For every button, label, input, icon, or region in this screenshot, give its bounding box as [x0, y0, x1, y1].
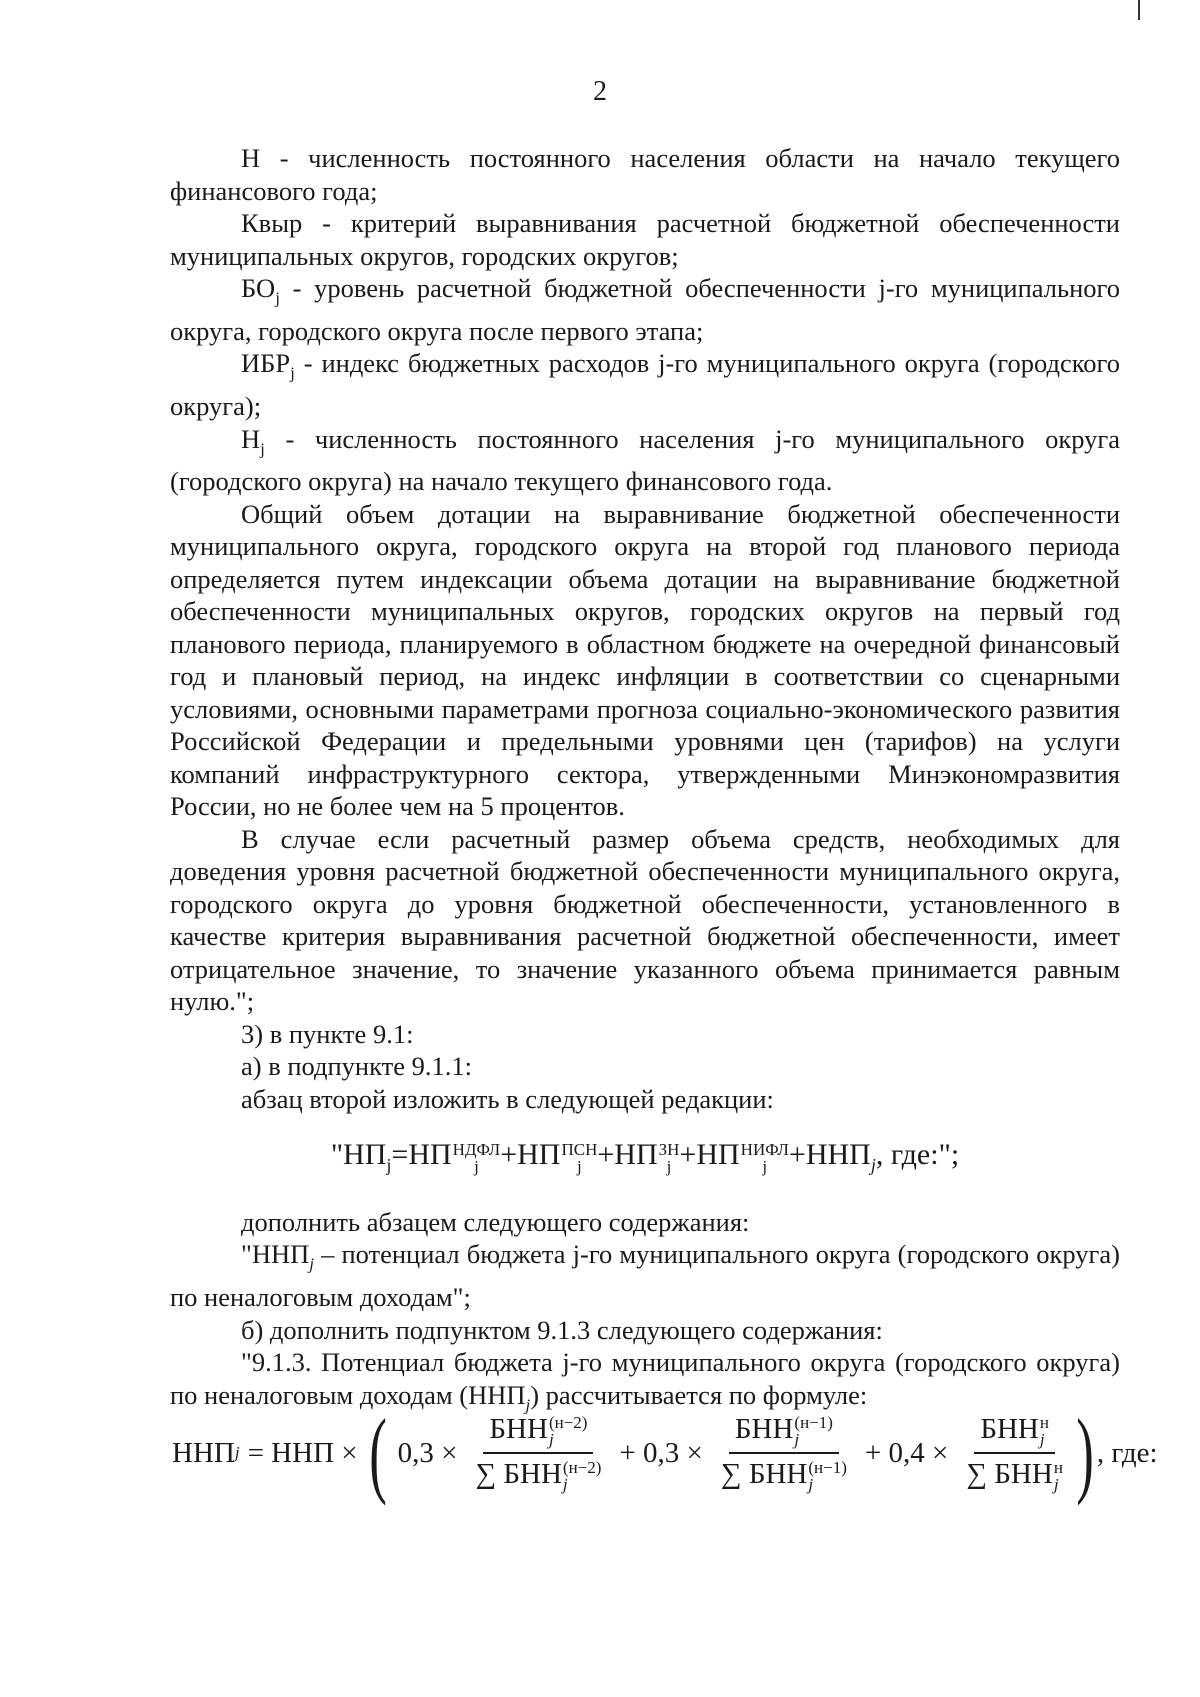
subscript-j: j: [290, 363, 295, 383]
sum-term: ∑ БНН: [720, 1458, 808, 1490]
coef-3: + 0,4 ×: [864, 1436, 949, 1469]
subscript-j: j: [808, 1475, 814, 1495]
fraction-3-den: [960, 1454, 1069, 1493]
formula-nnp-tail: , где:: [1096, 1436, 1158, 1469]
coef-1: 0,3 ×: [397, 1436, 458, 1469]
formula-np-term: =НП: [391, 1138, 452, 1172]
paragraph-population: Н - численность постоянного населения области на начало текущего финансового года;: [170, 143, 1120, 206]
fraction-3-num: [974, 1413, 1055, 1454]
index-pair: [1054, 1459, 1063, 1493]
index-pair: [741, 1141, 789, 1175]
coef-2: + 0,3 ×: [619, 1436, 703, 1469]
paragraph-bo: [170, 272, 1120, 347]
paragraph-nnp-text: – потенциал бюджета j-го муниципального округа (городского округа) по неналоговым доходам";: [170, 1239, 1120, 1313]
superscript-psn: ПСН: [561, 1139, 598, 1159]
paragraph-hj-text: - численность постоянного населения j-го муниципального округа (городского округа) на начало текущего финансового года.: [170, 423, 1120, 497]
paragraph-negative-case: В случае если расчетный размер объема средств, необходимых для доведения уровня расчетной бюджетной обеспеченности муниципального округа, городского округа до уровня бюджетной обеспеченности, установленного в качестве критерия выравнивания расчетной бюджетной обеспеченности, имеет отрицательное значение, то значение указанного объема принимается равным нулю.";: [170, 823, 1120, 1017]
italic-j: j: [525, 1394, 531, 1414]
formula-np: [170, 1139, 1120, 1182]
paragraph-bo-text: - уровень расчетной бюджетной обеспеченности j-го муниципального округа, городского округа после первого этапа;: [170, 273, 1120, 346]
item-paragraph-second: абзац второй изложить в следующей редакции:: [241, 1083, 774, 1114]
superscript: (н−2): [548, 1413, 588, 1432]
item-b: б) дополнить подпунктом 9.1.3 следующего содержания:: [241, 1314, 883, 1345]
fraction-2-num: [729, 1413, 839, 1454]
italic-j: j: [234, 1443, 240, 1462]
right-paren: ): [1076, 1399, 1094, 1506]
superscript: н: [1039, 1413, 1049, 1432]
superscript: н: [1053, 1458, 1063, 1478]
index-pair: [808, 1459, 847, 1493]
index-pair: [1040, 1414, 1049, 1448]
subscript-j: j: [386, 1155, 392, 1176]
fraction-2-den: [715, 1454, 853, 1493]
superscript: (н−1): [794, 1413, 833, 1432]
superscript-ndfl: НДФЛ: [452, 1139, 501, 1159]
index-pair: [659, 1141, 680, 1175]
index-pair: [549, 1414, 588, 1448]
paragraph-ibr: [170, 347, 1120, 422]
bnn-term: БНН: [734, 1412, 794, 1445]
formula-np-term: +ННП: [788, 1138, 871, 1172]
fraction-3: [960, 1413, 1069, 1494]
fraction-1-den: [469, 1454, 607, 1493]
italic-j: j: [870, 1155, 876, 1176]
fraction-1: [469, 1413, 607, 1494]
superscript: (н−2): [562, 1458, 602, 1478]
formula-nnp-eq: = ННП ×: [247, 1436, 358, 1469]
paragraph-hj: [170, 423, 1120, 498]
subscript-j: j: [762, 1156, 768, 1176]
fraction-2: [715, 1413, 853, 1494]
symbol-bo: БО: [241, 273, 276, 303]
paragraph-913-text: "9.1.3. Потенциал бюджета j-го муниципального округа (городского округа) по неналоговым доходам (ННП: [170, 1347, 1120, 1410]
subscript-j: j: [548, 1430, 554, 1449]
index-pair: [794, 1414, 833, 1448]
italic-j: j: [309, 1254, 314, 1274]
formula-nnp: [172, 1393, 1158, 1513]
formula-nnp-row: [172, 1393, 1158, 1513]
paragraph-kvyr: Квыр - критерий выравнивания расчетной бюджетной обеспеченности муниципальных округов, городских округов;: [170, 208, 1120, 271]
index-pair: [453, 1141, 501, 1175]
subscript-j: j: [1053, 1475, 1059, 1495]
left-paren: (: [368, 1399, 387, 1506]
subscript-j: j: [577, 1156, 582, 1176]
item-add-paragraph: дополнить абзацем следующего содержания:: [241, 1206, 750, 1237]
bnn-term: БНН: [489, 1412, 548, 1445]
paragraph-913-tail: ) рассчитывается по формуле:: [530, 1379, 868, 1410]
page-number: 2: [593, 76, 607, 107]
paragraph-total-subsidy: Общий объем дотации на выравнивание бюджетной обеспеченности муниципального округа, городского округа на второй год планового периода определяется путем индексации объема дотации на выравнивание бюджетной обеспеченности муниципальных округов, городских округов на первый год планового периода, планируемого в областном бюджете на очередной финансовый год и плановый период, на индекс инфляции в соответствии со сценарными условиями, основными параметрами прогноза социально-экономического развития Российской Федерации и предельными уровнями цен (тарифов) на услуги компаний инфраструктурного сектора, утвержденными Минэкономразвития России, но не более чем на 5 процентов.: [170, 498, 1120, 822]
sum-term: ∑ БНН: [475, 1458, 562, 1490]
paragraph-ibr-text: - индекс бюджетных расходов j-го муниципального округа (городского округа);: [170, 348, 1120, 422]
formula-np-lhs: "НП: [330, 1138, 387, 1172]
item-3: 3) в пункте 9.1:: [241, 1018, 414, 1049]
formula-np-term: +НП: [500, 1138, 561, 1172]
subscript-j: j: [1039, 1430, 1045, 1449]
formula-nnp-lhs: ННП: [172, 1436, 235, 1469]
formula-np-term: +НП: [679, 1138, 740, 1172]
subscript-j: j: [474, 1156, 479, 1176]
subscript-j: j: [275, 288, 280, 308]
subscript-j: [235, 1443, 240, 1463]
superscript: (н−1): [808, 1458, 847, 1478]
paragraph-nnp: [170, 1238, 1120, 1313]
fraction-1-num: [483, 1413, 593, 1454]
item-a: а) в подпункте 9.1.1:: [241, 1051, 472, 1082]
index-pair: [561, 1141, 597, 1175]
symbol-h: Н: [241, 423, 261, 454]
formula-np-tail: , где:";: [875, 1138, 960, 1172]
symbol-ibr: ИБР: [241, 348, 291, 379]
document-body: [170, 142, 1120, 1421]
bnn-term: БНН: [980, 1412, 1039, 1445]
subscript-j: j: [260, 438, 265, 458]
subscript-j: j: [794, 1430, 800, 1449]
formula-np-term: +НП: [597, 1138, 658, 1172]
subscript-j: j: [562, 1475, 568, 1495]
superscript-zn: ЗН: [658, 1139, 680, 1159]
subscript-j: j: [666, 1156, 672, 1176]
sum-term: ∑ БНН: [966, 1458, 1053, 1490]
scan-mark: [1138, 0, 1140, 20]
symbol-nnp: "ННП: [241, 1239, 310, 1270]
index-pair: [563, 1459, 602, 1493]
superscript-nifl: НИФЛ: [740, 1139, 789, 1159]
